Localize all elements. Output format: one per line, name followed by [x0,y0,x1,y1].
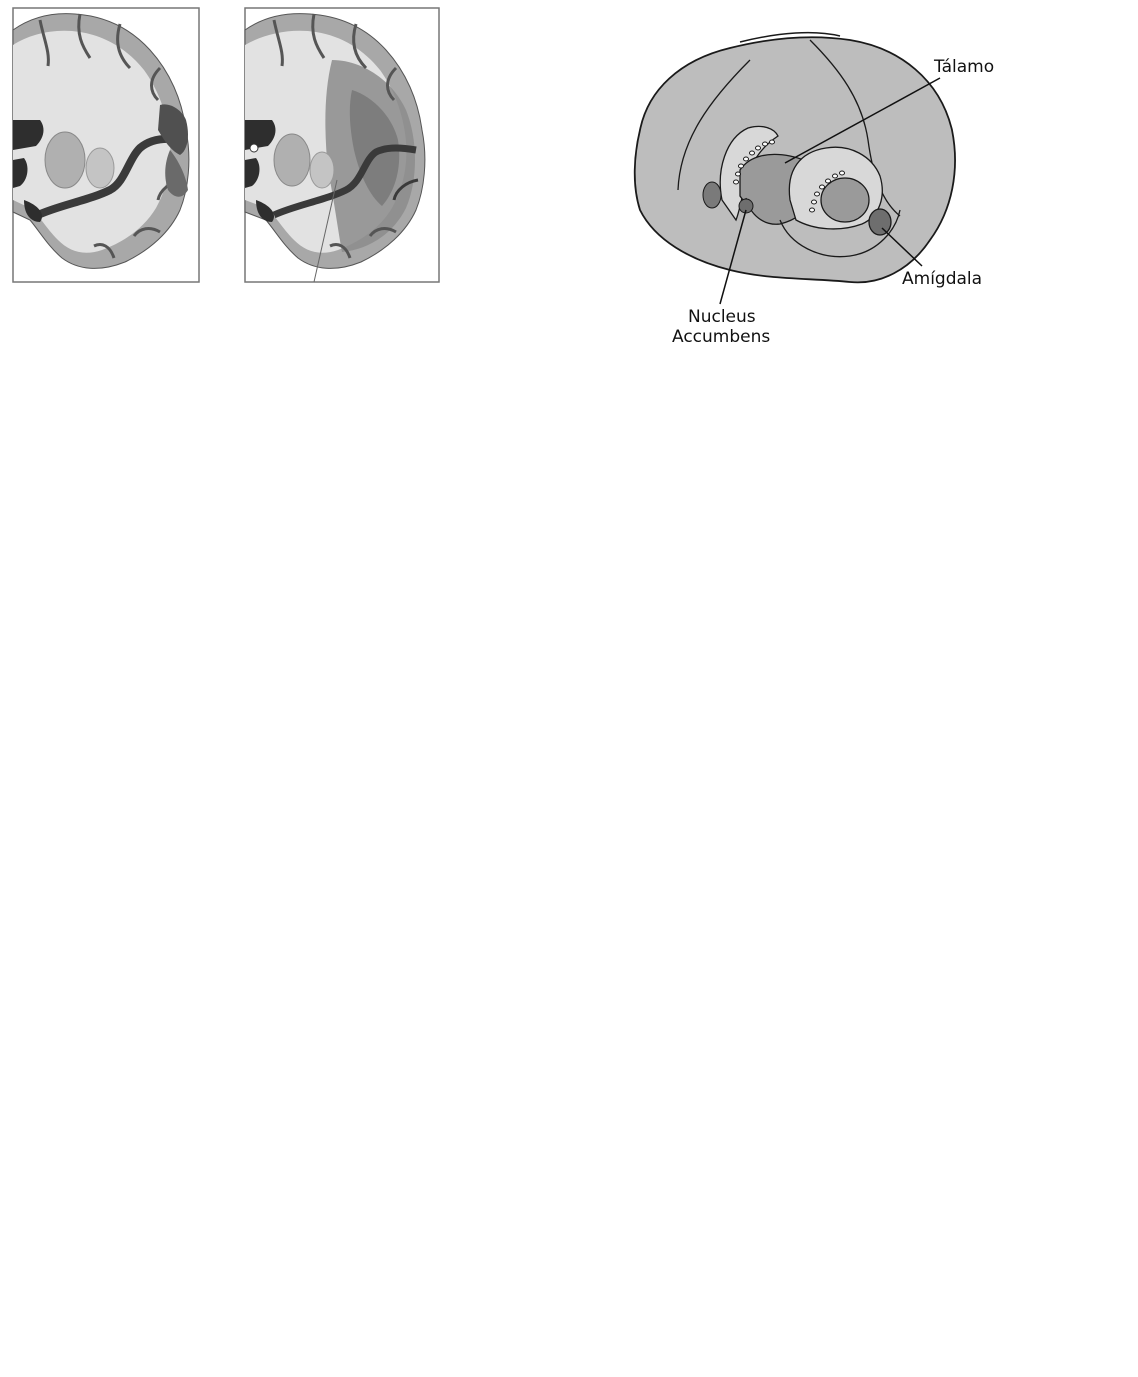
limbic-system-brain-3d-icon [600,20,1040,360]
label-amygdala: Amígdala [902,269,983,289]
label-nucleus-line1: Nucleus [688,307,756,327]
coronal-brain-slice-hemorrhagic-icon [10,0,202,285]
label-nucleus-line2: Accumbens [672,327,771,347]
diagram-figure [0,0,1138,360]
coronal-brain-slice-ischemic-icon [242,0,442,285]
label-thalamus: Tálamo [934,57,995,77]
